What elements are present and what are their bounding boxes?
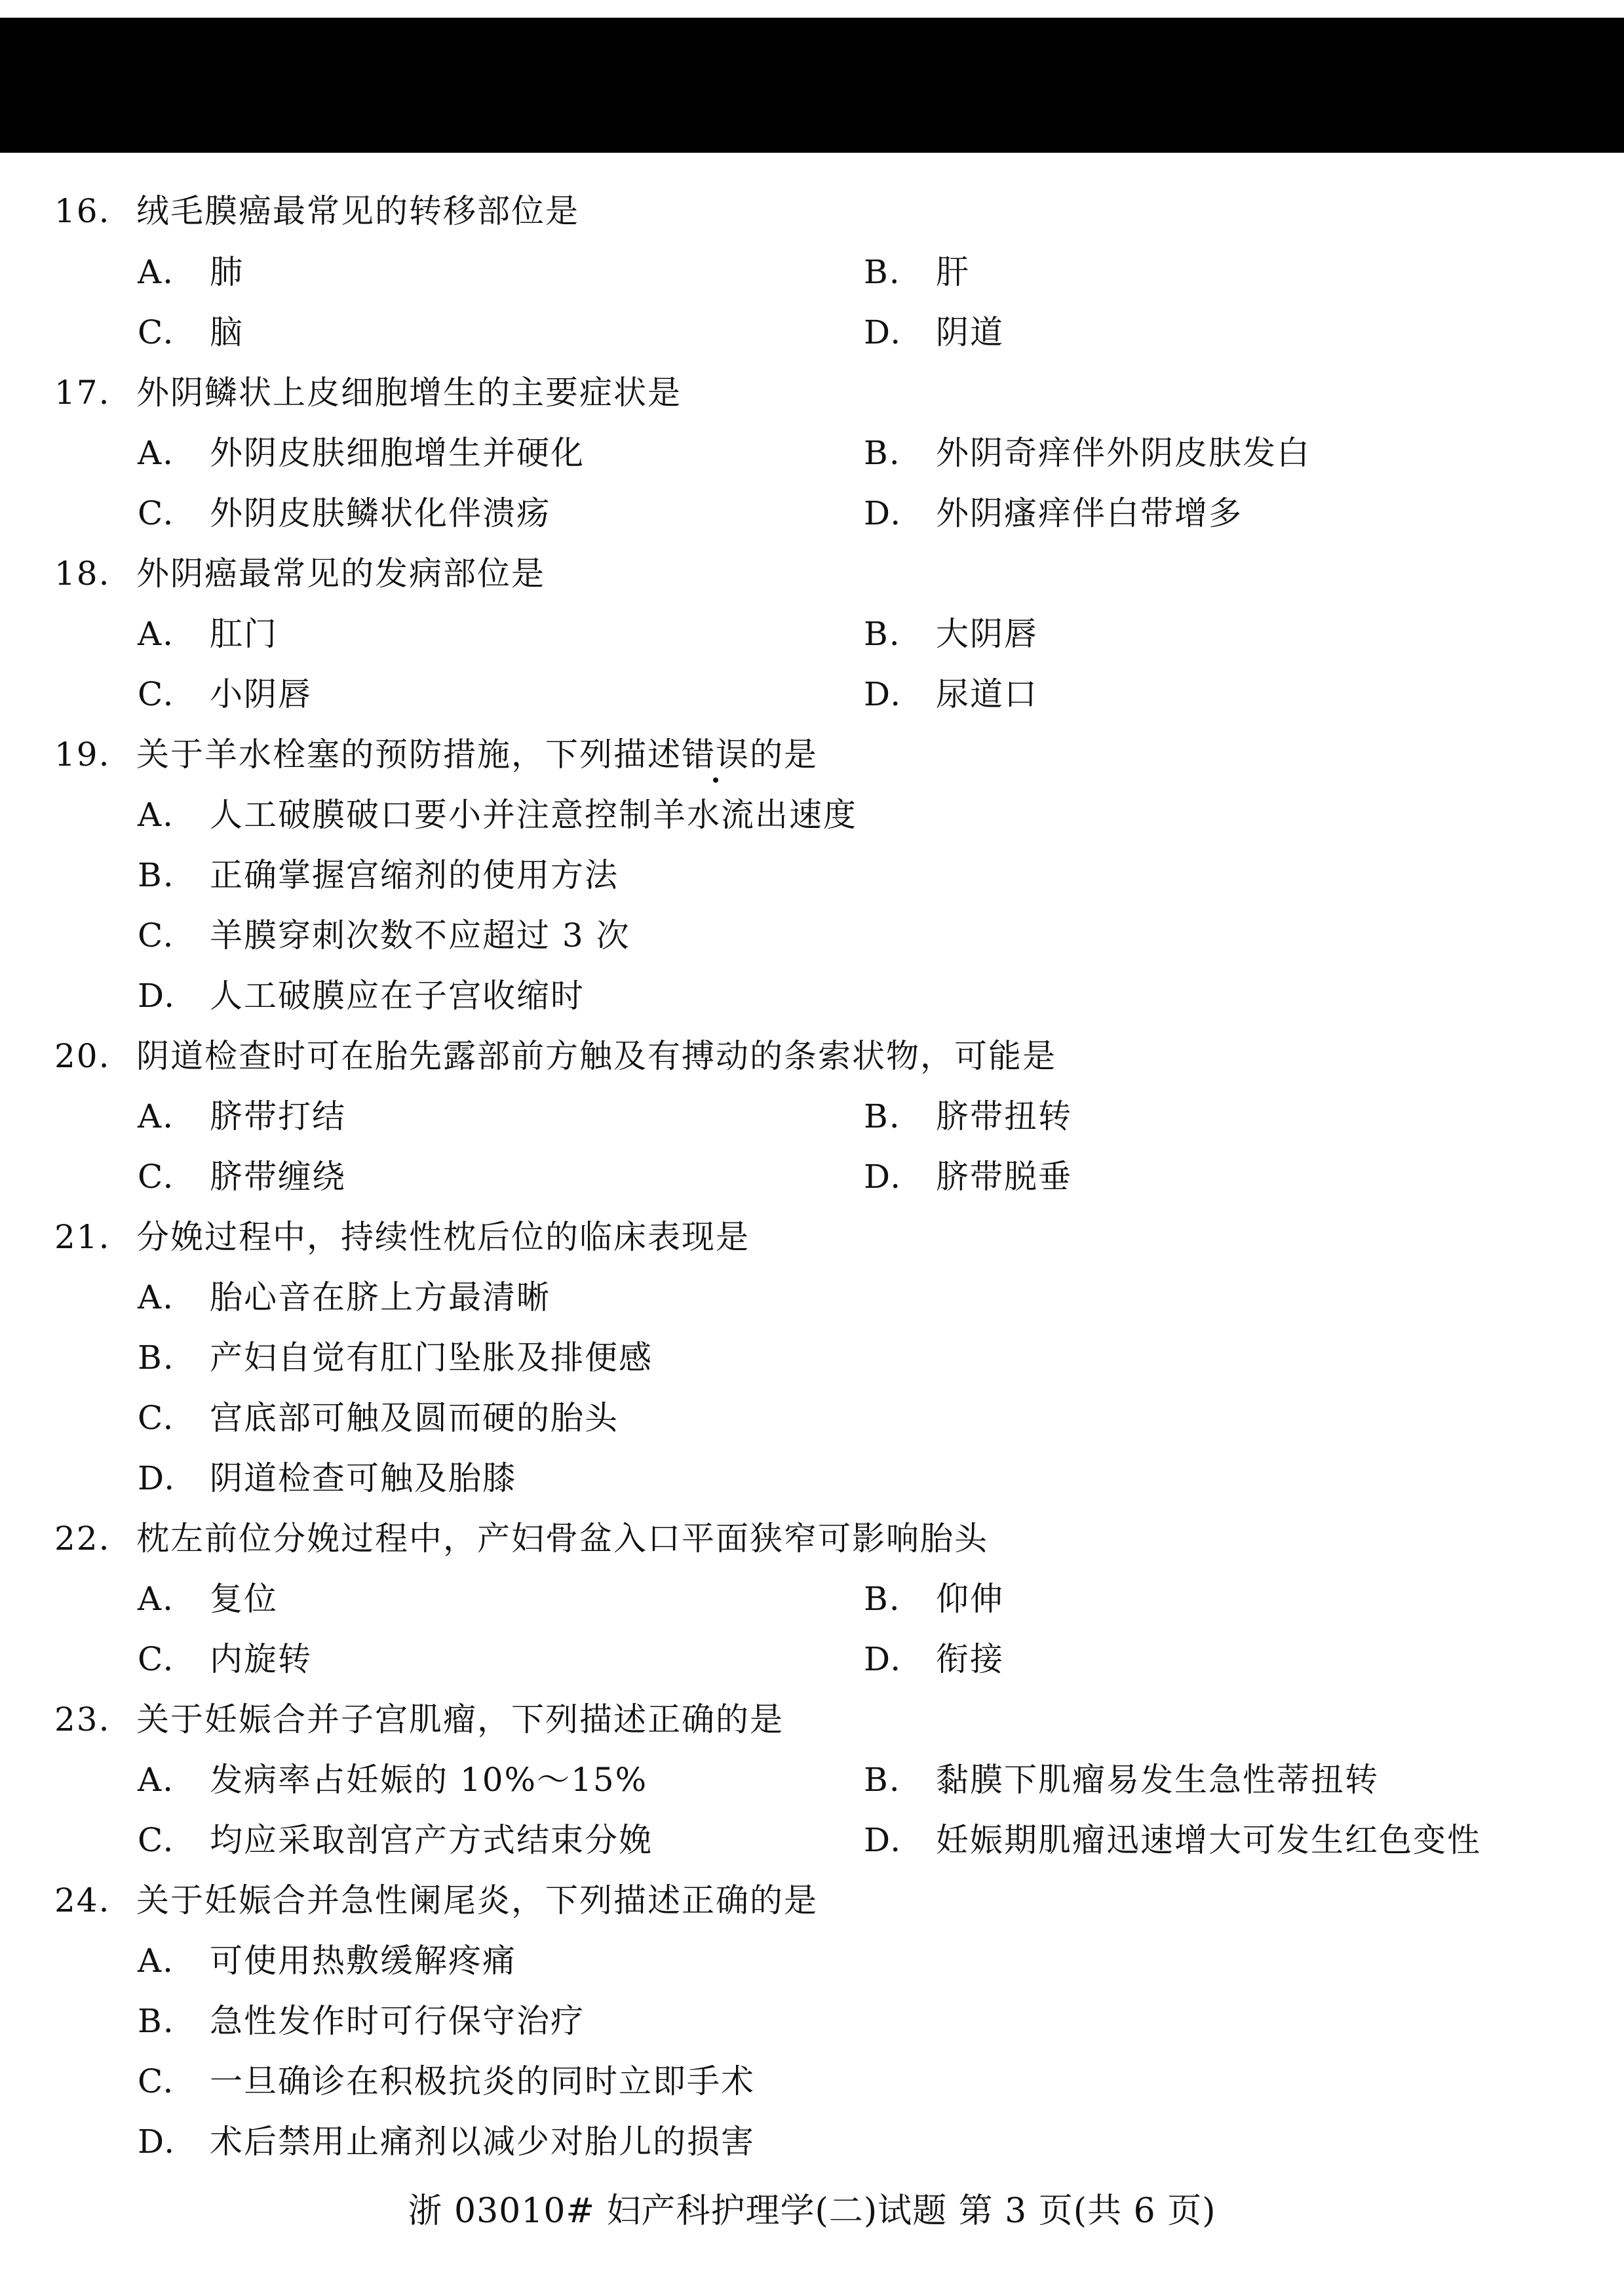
text: 脐带打结 [210,1097,346,1135]
option-letter: C. [138,675,175,713]
question-number: 20. [54,1037,111,1075]
question-23-option-d [864,1819,1481,1861]
question-20-option-c [138,1156,346,1198]
text: 内旋转 [210,1640,312,1678]
question-20-option-b [864,1095,1072,1137]
question-number: 18. [54,555,111,593]
option-letter: D. [864,1821,902,1859]
text: 脐带缠绕 [210,1158,346,1196]
text: 分娩过程中，持续性枕后位的临床表现是 [136,1218,750,1256]
text: 枕左前位分娩过程中，产妇骨盆入口平面狭窄可影响胎头 [136,1520,988,1558]
question-number: 16. [54,192,111,230]
text: 外阴奇痒伴外阴皮肤发白 [936,434,1311,472]
question-17-stem [54,372,682,414]
option-letter: A. [138,253,175,291]
text: 黏膜下肌瘤易发生急性蒂扭转 [936,1761,1379,1799]
question-number: 23. [54,1700,111,1738]
option-letter: D. [864,494,902,532]
text: 阴道 [936,313,1004,351]
question-16-stem [54,190,579,232]
question-19-option-d [138,975,585,1017]
option-letter: A. [138,434,175,472]
option-letter: B. [864,1580,901,1618]
option-letter: B. [864,1097,901,1135]
option-letter: C. [138,916,175,954]
text: 宫底部可触及圆而硬的胎头 [210,1399,619,1437]
option-letter: A. [138,615,175,653]
option-letter: B. [864,1761,901,1799]
question-18-option-b [864,613,1038,655]
text: 正确掌握宫缩剂的使用方法 [210,856,619,894]
text: 外阴鳞状上皮细胞增生的主要症状是 [136,374,682,412]
question-18-option-d [864,673,1038,715]
text: 急性发作时可行保守治疗 [210,2002,585,2040]
text: 可使用热敷缓解疼痛 [210,1942,516,1980]
option-letter: B. [138,2002,175,2040]
question-18-option-c [138,673,312,715]
question-23-option-c [138,1819,653,1861]
text: 阴道检查可触及胎膝 [210,1459,516,1497]
question-24-option-d [138,2121,755,2163]
question-number: 17. [54,374,111,412]
option-letter: C. [138,2062,175,2100]
question-17-option-d [864,492,1243,534]
option-letter: A. [138,796,175,834]
question-16-option-d [864,311,1004,353]
option-letter: C. [138,1158,175,1196]
question-19-option-a [138,794,857,836]
question-23-option-a [138,1759,648,1801]
option-letter: A. [138,1097,175,1135]
text: 的是 [750,736,818,774]
question-number: 22. [54,1520,111,1558]
question-23-option-b [864,1759,1379,1801]
text: 大阴唇 [936,615,1038,653]
option-letter: C. [138,1399,175,1437]
question-24-option-a [138,1940,516,1982]
text: 肛门 [210,615,278,653]
question-21-stem [54,1216,750,1258]
question-16-option-b [864,251,970,293]
question-22-option-b [864,1578,1004,1620]
text: 肺 [210,253,244,291]
question-17-option-a [138,432,585,474]
option-letter: D. [864,313,902,351]
text: 仰伸 [936,1580,1004,1618]
question-number: 24. [54,1881,111,1919]
question-21-option-a [138,1276,551,1318]
option-letter: A. [138,1580,175,1618]
text: 人工破膜破口要小并注意控制羊水流出速度 [210,796,857,834]
text: 外阴瘙痒伴白带增多 [936,494,1243,532]
text: 复位 [210,1580,278,1618]
question-24-option-c [138,2060,755,2102]
text: 小阴唇 [210,675,312,713]
text: 衔接 [936,1640,1004,1678]
option-letter: C. [138,313,175,351]
text: 产妇自觉有肛门坠胀及排便感 [210,1339,653,1377]
option-letter: B. [138,1339,175,1377]
text: 阴道检查时可在胎先露部前方触及有搏动的条索状物，可能是 [136,1037,1056,1075]
question-24-option-b [138,2000,585,2042]
text: 关于妊娠合并急性阑尾炎，下列描述正确的是 [136,1881,818,1919]
option-letter: C. [138,1821,175,1859]
text: 均应采取剖宫产方式结束分娩 [210,1821,653,1859]
text: 尿道口 [936,675,1038,713]
option-letter: B. [864,253,901,291]
question-22-option-a [138,1578,278,1620]
text: 胎心音在脐上方最清晰 [210,1278,551,1316]
text: 脐带脱垂 [936,1158,1072,1196]
question-number: 21. [54,1218,111,1256]
text: 妊娠期肌瘤迅速增大可发生红色变性 [936,1821,1481,1859]
question-18-stem [54,553,545,595]
text: 外阴癌最常见的发病部位是 [136,555,545,593]
option-letter: D. [864,1640,902,1678]
emphasis-marked-text: 错误 [682,736,750,774]
text: 术后禁用止痛剂以减少对胎儿的损害 [210,2123,755,2161]
text: 发病率占妊娠的 10%～15% [210,1761,648,1799]
text: 羊膜穿刺次数不应超过 3 次 [210,916,630,954]
question-21-option-b [138,1337,653,1379]
option-letter: C. [138,494,175,532]
question-20-option-a [138,1095,346,1137]
text: 脐带扭转 [936,1097,1072,1135]
option-letter: B. [864,434,901,472]
question-21-option-c [138,1397,619,1439]
question-22-stem [54,1518,988,1560]
option-letter: D. [138,1459,176,1497]
question-19-option-c [138,914,630,956]
question-17-option-c [138,492,551,534]
option-letter: D. [138,977,176,1015]
option-letter: B. [864,615,901,653]
option-letter: A. [138,1942,175,1980]
question-18-option-a [138,613,278,655]
text: 外阴皮肤细胞增生并硬化 [210,434,585,472]
text: 关于羊水栓塞的预防措施，下列描述 [136,736,682,774]
text: 脑 [210,313,244,351]
option-letter: A. [138,1278,175,1316]
option-letter: A. [138,1761,175,1799]
text: 外阴皮肤鳞状化伴溃疡 [210,494,551,532]
option-letter: B. [138,856,175,894]
question-22-option-c [138,1638,312,1680]
question-23-stem [54,1699,784,1740]
text: 人工破膜应在子宫收缩时 [210,977,585,1015]
question-number: 19. [54,736,111,774]
question-19-stem [54,734,818,776]
text: 一旦确诊在积极抗炎的同时立即手术 [210,2062,755,2100]
text: 绒毛膜癌最常见的转移部位是 [136,192,579,230]
question-16-option-c [138,311,244,353]
option-letter: C. [138,1640,175,1678]
option-letter: D. [138,2123,176,2161]
text: 肝 [936,253,970,291]
question-19-option-b [138,854,619,896]
question-20-stem [54,1035,1056,1077]
question-21-option-d [138,1457,516,1499]
question-20-option-d [864,1156,1072,1198]
option-letter: D. [864,1158,902,1196]
page-footer: 浙 03010# 妇产科护理学(二)试题 第 3 页(共 6 页) [408,2191,1216,2231]
option-letter: D. [864,675,902,713]
redaction-bar [0,18,1624,153]
question-22-option-d [864,1638,1004,1680]
text: 关于妊娠合并子宫肌瘤，下列描述正确的是 [136,1700,784,1738]
question-24-stem [54,1879,818,1921]
question-17-option-b [864,432,1311,474]
question-16-option-a [138,251,244,293]
